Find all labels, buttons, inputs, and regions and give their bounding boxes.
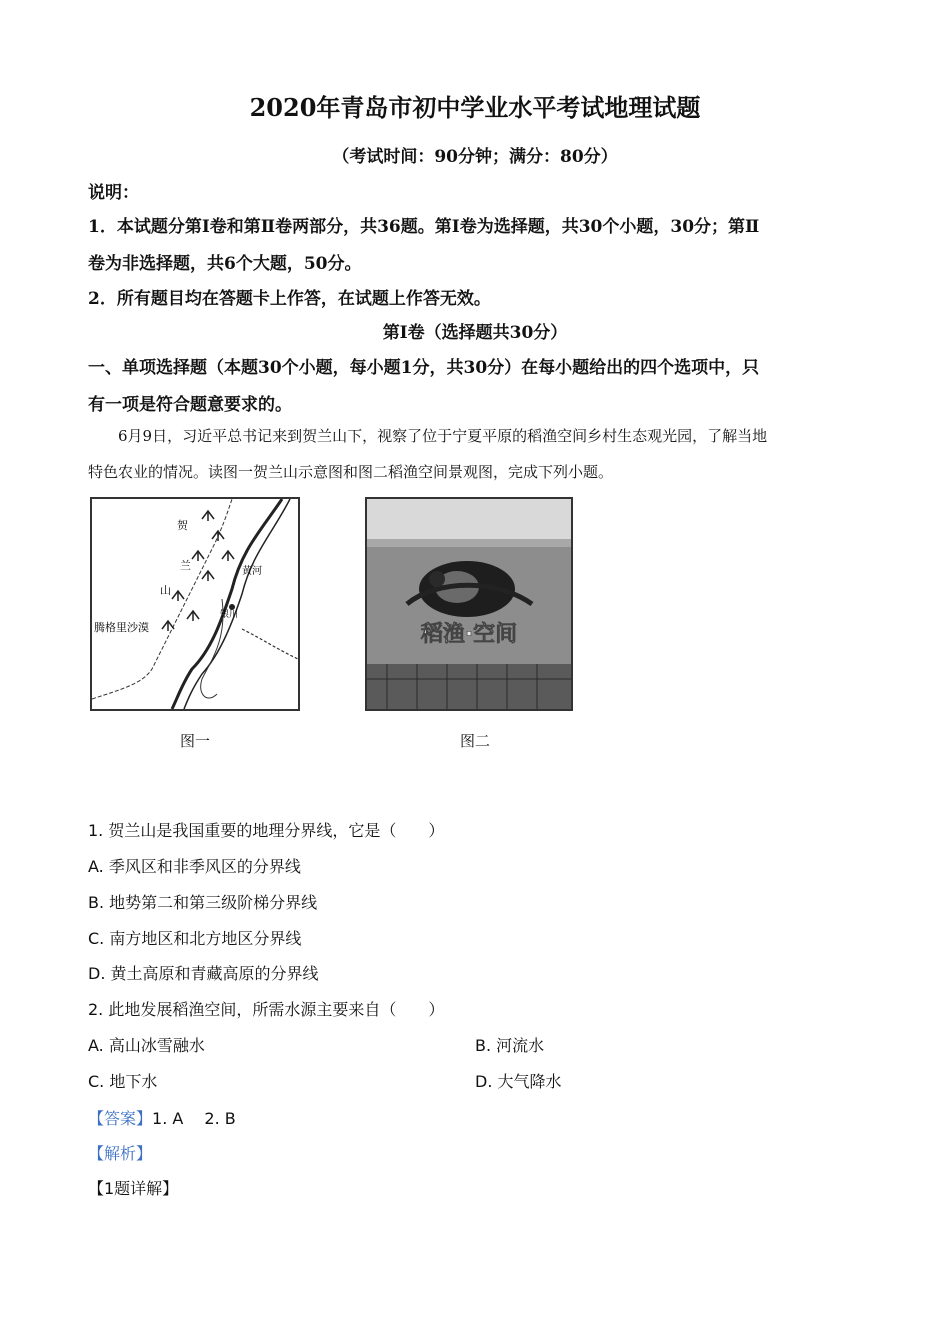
- note-1-line-2: 卷为非选择题，共6个大题，50分。: [88, 254, 362, 274]
- map-label-river: 黄河: [242, 566, 262, 577]
- sign-text: 稻渔·空间: [420, 622, 518, 647]
- map-label-city: 银川: [220, 610, 239, 620]
- map-label-desert: 腾格里沙漠: [94, 621, 149, 634]
- question-1-stem: 1. 贺兰山是我国重要的地理分界线，它是（ ）: [88, 821, 445, 840]
- figure-1-map: [90, 497, 300, 711]
- question-1-option-b: B. 地势第二和第三级阶梯分界线: [88, 893, 318, 912]
- map-label-shan: 山: [160, 584, 171, 597]
- map-label-lan: 兰: [180, 559, 191, 572]
- note-1-line-1: 1．本试题分第Ⅰ卷和第Ⅱ卷两部分，共36题。第Ⅰ卷为选择题，共30个小题，30分；第Ⅱ: [88, 217, 760, 237]
- question-1-option-c: C. 南方地区和北方地区分界线: [88, 929, 302, 948]
- map-label-he: 贺: [177, 519, 188, 532]
- page-title: 2020年青岛市初中学业水平考试地理试题: [249, 93, 701, 122]
- question-2-option-a: A. 高山冰雪融水: [88, 1036, 205, 1055]
- answer-line: [88, 1106, 236, 1129]
- note-2: 2．所有题目均在答题卡上作答，在试题上作答无效。: [88, 289, 491, 309]
- figure-2-photo: [365, 497, 573, 711]
- part-1-instructions-line-1: 一、单项选择题（本题30个小题，每小题1分，共30分）在每小题给出的四个选项中，只: [88, 358, 760, 378]
- reading-passage: [88, 418, 858, 490]
- answer-label: 【答案】: [88, 1109, 153, 1128]
- part-1-instructions-line-2: 有一项是符合题意要求的。: [88, 395, 292, 415]
- rice-fish-field-icon: [367, 499, 571, 709]
- figure-1-caption: 图一: [180, 732, 211, 750]
- exam-info: （考试时间：90分钟；满分：80分）: [332, 147, 618, 167]
- analysis-label: 【解析】: [88, 1144, 153, 1163]
- question-2-stem: 2. 此地发展稻渔空间，所需水源主要来自（ ）: [88, 1000, 445, 1019]
- detail-label: 【1题详解】: [88, 1179, 179, 1198]
- question-1-option-a: A. 季风区和非季风区的分界线: [88, 857, 301, 876]
- question-2-option-c: C. 地下水: [88, 1072, 158, 1091]
- question-2-option-b: B. 河流水: [475, 1036, 545, 1055]
- helan-mountain-map-icon: [92, 499, 298, 709]
- notes-heading: 说明：: [88, 183, 139, 203]
- question-2-option-d: D. 大气降水: [475, 1072, 562, 1091]
- answer-value: 1. A 2. B: [152, 1109, 236, 1128]
- question-1-option-d: D. 黄土高原和青藏高原的分界线: [88, 964, 319, 983]
- section-title: 第Ⅰ卷（选择题共30分）: [382, 323, 568, 343]
- figure-2-caption: 图二: [460, 732, 491, 750]
- passage-line-1: 6月9日，习近平总书记来到贺兰山下，视察了位于宁夏平原的稻渔空间乡村生态观光园，了解当地: [118, 427, 768, 445]
- passage-line-2: 特色农业的情况。读图一贺兰山示意图和图二稻渔空间景观图，完成下列小题。: [88, 463, 614, 481]
